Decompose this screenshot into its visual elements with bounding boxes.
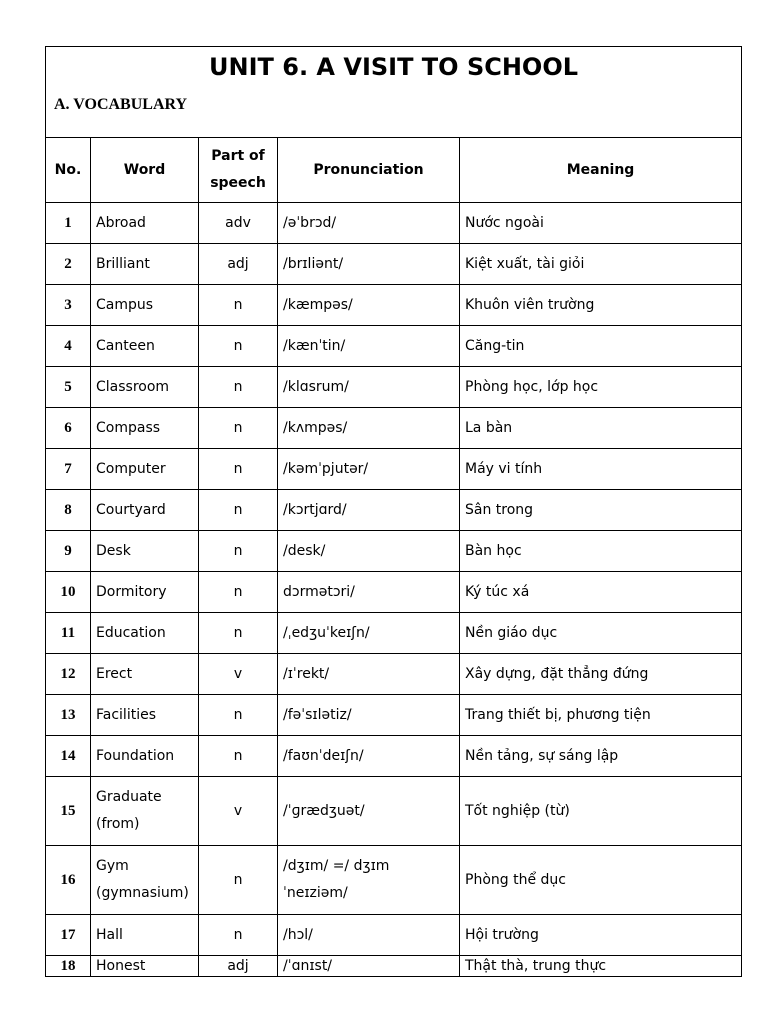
row-pos: adv	[199, 203, 278, 244]
row-meaning: Máy vi tính	[460, 449, 742, 490]
row-pos: n	[199, 449, 278, 490]
row-pos: adj	[199, 244, 278, 285]
row-no: 10	[46, 572, 91, 613]
row-meaning: Phòng thể dục	[460, 846, 742, 915]
row-pos: n	[199, 408, 278, 449]
row-word: Compass	[91, 408, 199, 449]
row-meaning: Thật thà, trung thực	[460, 956, 742, 977]
row-no: 6	[46, 408, 91, 449]
row-pos: v	[199, 654, 278, 695]
table-row	[46, 846, 742, 915]
row-word: Dormitory	[91, 572, 199, 613]
table-row	[46, 654, 742, 695]
page-title: UNIT 6. A VISIT TO SCHOOL	[209, 53, 579, 81]
row-pron: /faʊnˈdeɪʃn/	[278, 736, 460, 777]
row-pos: n	[199, 572, 278, 613]
row-meaning: Bàn học	[460, 531, 742, 572]
table-row	[46, 203, 742, 244]
row-meaning: Kiệt xuất, tài giỏi	[460, 244, 742, 285]
row-pos: v	[199, 777, 278, 846]
table-row	[46, 915, 742, 956]
table-row	[46, 572, 742, 613]
row-pos: n	[199, 490, 278, 531]
row-pron: /kæmpəs/	[278, 285, 460, 326]
table-row	[46, 367, 742, 408]
row-word: Gym (gymnasium)	[91, 846, 199, 915]
row-pos: n	[199, 531, 278, 572]
row-pron: /hɔl/	[278, 915, 460, 956]
title-cell	[46, 47, 742, 138]
row-no: 4	[46, 326, 91, 367]
table-row	[46, 531, 742, 572]
row-word: Facilities	[91, 695, 199, 736]
row-no: 17	[46, 915, 91, 956]
title-row	[46, 47, 742, 138]
row-pron: /dʒɪm/ =/ dʒɪmˈneɪziəm/	[278, 846, 460, 915]
row-meaning: Nền giáo dục	[460, 613, 742, 654]
row-pron: dɔrmətɔri/	[278, 572, 460, 613]
table-row	[46, 285, 742, 326]
row-meaning: Nước ngoài	[460, 203, 742, 244]
row-pos: n	[199, 367, 278, 408]
row-word: Canteen	[91, 326, 199, 367]
row-pos: n	[199, 846, 278, 915]
row-no: 9	[46, 531, 91, 572]
header-pos: Part of speech	[199, 138, 278, 203]
row-no: 8	[46, 490, 91, 531]
row-no: 2	[46, 244, 91, 285]
row-no: 5	[46, 367, 91, 408]
table-row	[46, 490, 742, 531]
row-meaning: Khuôn viên trường	[460, 285, 742, 326]
row-pos: n	[199, 326, 278, 367]
row-meaning: Căng-tin	[460, 326, 742, 367]
row-meaning: Sân trong	[460, 490, 742, 531]
row-pron: /ɪˈrekt/	[278, 654, 460, 695]
table-row	[46, 695, 742, 736]
header-no: No.	[46, 138, 91, 203]
row-meaning: Trang thiết bị, phương tiện	[460, 695, 742, 736]
row-word: Campus	[91, 285, 199, 326]
table-row	[46, 736, 742, 777]
row-meaning: Xây dựng, đặt thẳng đứng	[460, 654, 742, 695]
row-no: 15	[46, 777, 91, 846]
section-heading: A. VOCABULARY	[54, 96, 188, 113]
row-meaning: Tốt nghiệp (từ)	[460, 777, 742, 846]
row-pron: /kænˈtin/	[278, 326, 460, 367]
row-word: Honest	[91, 956, 199, 977]
row-no: 12	[46, 654, 91, 695]
table-row	[46, 408, 742, 449]
row-meaning: Hội trường	[460, 915, 742, 956]
row-pos: n	[199, 736, 278, 777]
row-word: Erect	[91, 654, 199, 695]
row-pron: /klɑsrum/	[278, 367, 460, 408]
row-pron: /brɪliənt/	[278, 244, 460, 285]
row-no: 18	[46, 956, 91, 977]
row-meaning: La bàn	[460, 408, 742, 449]
row-meaning: Phòng học, lớp học	[460, 367, 742, 408]
row-word: Courtyard	[91, 490, 199, 531]
row-word: Hall	[91, 915, 199, 956]
row-pron: /desk/	[278, 531, 460, 572]
table-row	[46, 613, 742, 654]
row-pron: /kəmˈpjutər/	[278, 449, 460, 490]
row-no: 1	[46, 203, 91, 244]
row-no: 7	[46, 449, 91, 490]
header-word: Word	[91, 138, 199, 203]
header-pron: Pronunciation	[278, 138, 460, 203]
row-no: 16	[46, 846, 91, 915]
table-row	[46, 326, 742, 367]
row-word: Education	[91, 613, 199, 654]
row-pron: /fəˈsɪlətiz/	[278, 695, 460, 736]
row-pos: n	[199, 285, 278, 326]
row-no: 13	[46, 695, 91, 736]
row-no: 14	[46, 736, 91, 777]
table-row	[46, 777, 742, 846]
header-meaning: Meaning	[460, 138, 742, 203]
header-row	[46, 138, 742, 203]
row-pos: n	[199, 695, 278, 736]
row-word: Graduate (from)	[91, 777, 199, 846]
row-word: Abroad	[91, 203, 199, 244]
row-no: 3	[46, 285, 91, 326]
row-pos: adj	[199, 956, 278, 977]
row-word: Brilliant	[91, 244, 199, 285]
row-pos: n	[199, 915, 278, 956]
row-word: Desk	[91, 531, 199, 572]
vocabulary-sheet	[45, 46, 741, 977]
row-pron: /ˈɡrædʒuət/	[278, 777, 460, 846]
row-pron: /əˈbrɔd/	[278, 203, 460, 244]
row-no: 11	[46, 613, 91, 654]
row-word: Foundation	[91, 736, 199, 777]
row-word: Classroom	[91, 367, 199, 408]
row-meaning: Nền tảng, sự sáng lập	[460, 736, 742, 777]
row-pron: /ˈɑnɪst/	[278, 956, 460, 977]
vocabulary-table	[45, 46, 742, 977]
row-pron: /kɔrtjɑrd/	[278, 490, 460, 531]
table-row	[46, 956, 742, 977]
table-row	[46, 449, 742, 490]
row-pron: /ˌedʒuˈkeɪʃn/	[278, 613, 460, 654]
row-meaning: Ký túc xá	[460, 572, 742, 613]
table-row	[46, 244, 742, 285]
row-word: Computer	[91, 449, 199, 490]
row-pos: n	[199, 613, 278, 654]
row-pron: /kʌmpəs/	[278, 408, 460, 449]
